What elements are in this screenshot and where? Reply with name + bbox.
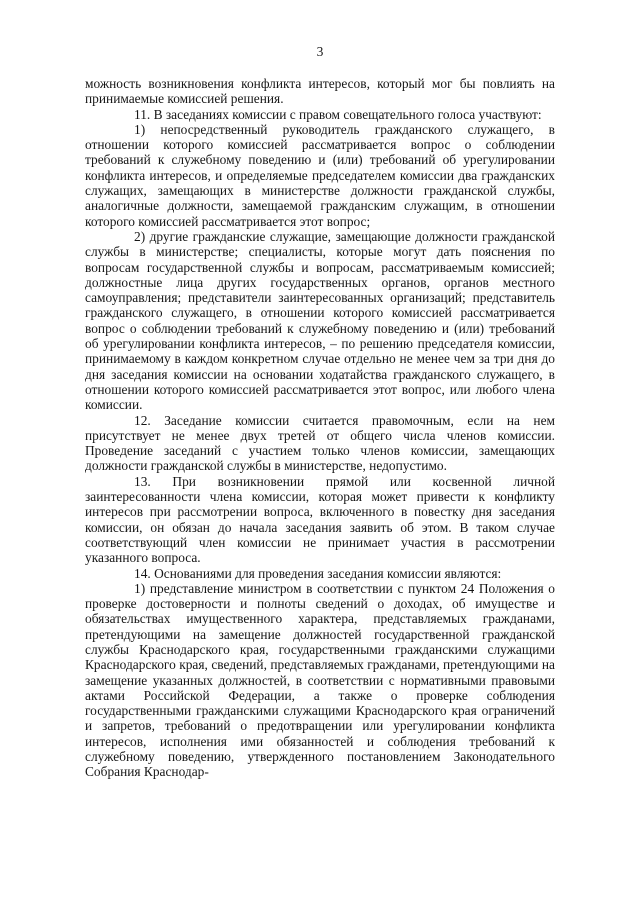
paragraph-item-12: 12. Заседание комиссии считается правомочным, если на нем присутствует не менее двух третей от общего числа членов комиссии. Проведение заседаний с участием только членов комиссии, замещающих должности гражданской службы в министерстве, недопустимо. bbox=[85, 412, 555, 474]
paragraph-item-14: 14. Основаниями для проведения заседания комиссии являются: bbox=[134, 565, 502, 581]
paragraph-item-14-1: 1) представление министром в соответствии с пунктом 24 Положения о проверке достоверности и полноты сведений о доходах, об имуществе и обязательствах имущественного характера, представляемых гражданами, претендующими на замещение должностей государственной гражданской службы Краснодарского края, государственными гражданскими служащими Краснодарского края, сведений, представляемых гражданами, претендующими на замещение указанных должностей, в соответствии с нормативными правовыми актами Российской Федерации, а также о проверке соблюдения государственными гражданскими служащими Краснодарского края ограничений и запретов, требований о предотвращении или урегулировании конфликта интересов, исполнения ими обязанностей и соблюдения требований к служебному поведению, утвержденного постановлением Законодательного Собрания Краснодар- bbox=[85, 580, 555, 780]
paragraph-item-11: 11. В заседаниях комиссии с правом совещательного голоса участвуют: bbox=[134, 106, 542, 122]
document-body bbox=[85, 76, 555, 780]
paragraph-continuation: можность возникновения конфликта интересов, который мог бы повлиять на принимаемые комиссией решения. bbox=[85, 76, 555, 107]
page-number: 3 bbox=[316, 44, 324, 59]
paragraph-item-13: 13. При возникновении прямой или косвенной личной заинтересованности члена комиссии, которая может привести к конфликту интересов при рассмотрении вопроса, включенного в повестку дня заседания комиссии, он обязан до начала заседания заявить об этом. В таком случае соответствующий член комиссии не принимает участия в рассмотрении указанного вопроса. bbox=[85, 473, 555, 566]
paragraph-item-11-2: 2) другие гражданские служащие, замещающие должности гражданской службы в министерстве; специалисты, которые могут дать пояснения по вопросам государственной службы и вопросам, рассматриваемым комиссией; должностные лица других государственных органов, органов местного самоуправления; представители заинтересованных организаций; представитель гражданского служащего, в отношении которого комиссией рассматривается вопрос о соблюдении требований к служебному поведению и (или) требований об урегулировании конфликта интересов, – по решению председателя комиссии, принимаемому в каждом конкретном случае отдельно не менее чем за три дня до дня заседания комиссии на основании ходатайства гражданского служащего, в отношении которого комиссией рассматривается этот вопрос, или любого члена комиссии. bbox=[85, 228, 555, 413]
paragraph-item-11-1: 1) непосредственный руководитель гражданского служащего, в отношении которого комиссией рассматривается вопрос о соблюдении требований к служебному поведению и (или) требований об урегулировании конфликта интересов, и определяемые председателем комиссии два гражданских служащих, замещающих в министерстве должности гражданской службы, аналогичные должности, замещаемой гражданским служащим, в отношении которого комиссией рассматривается этот вопрос; bbox=[85, 121, 555, 229]
